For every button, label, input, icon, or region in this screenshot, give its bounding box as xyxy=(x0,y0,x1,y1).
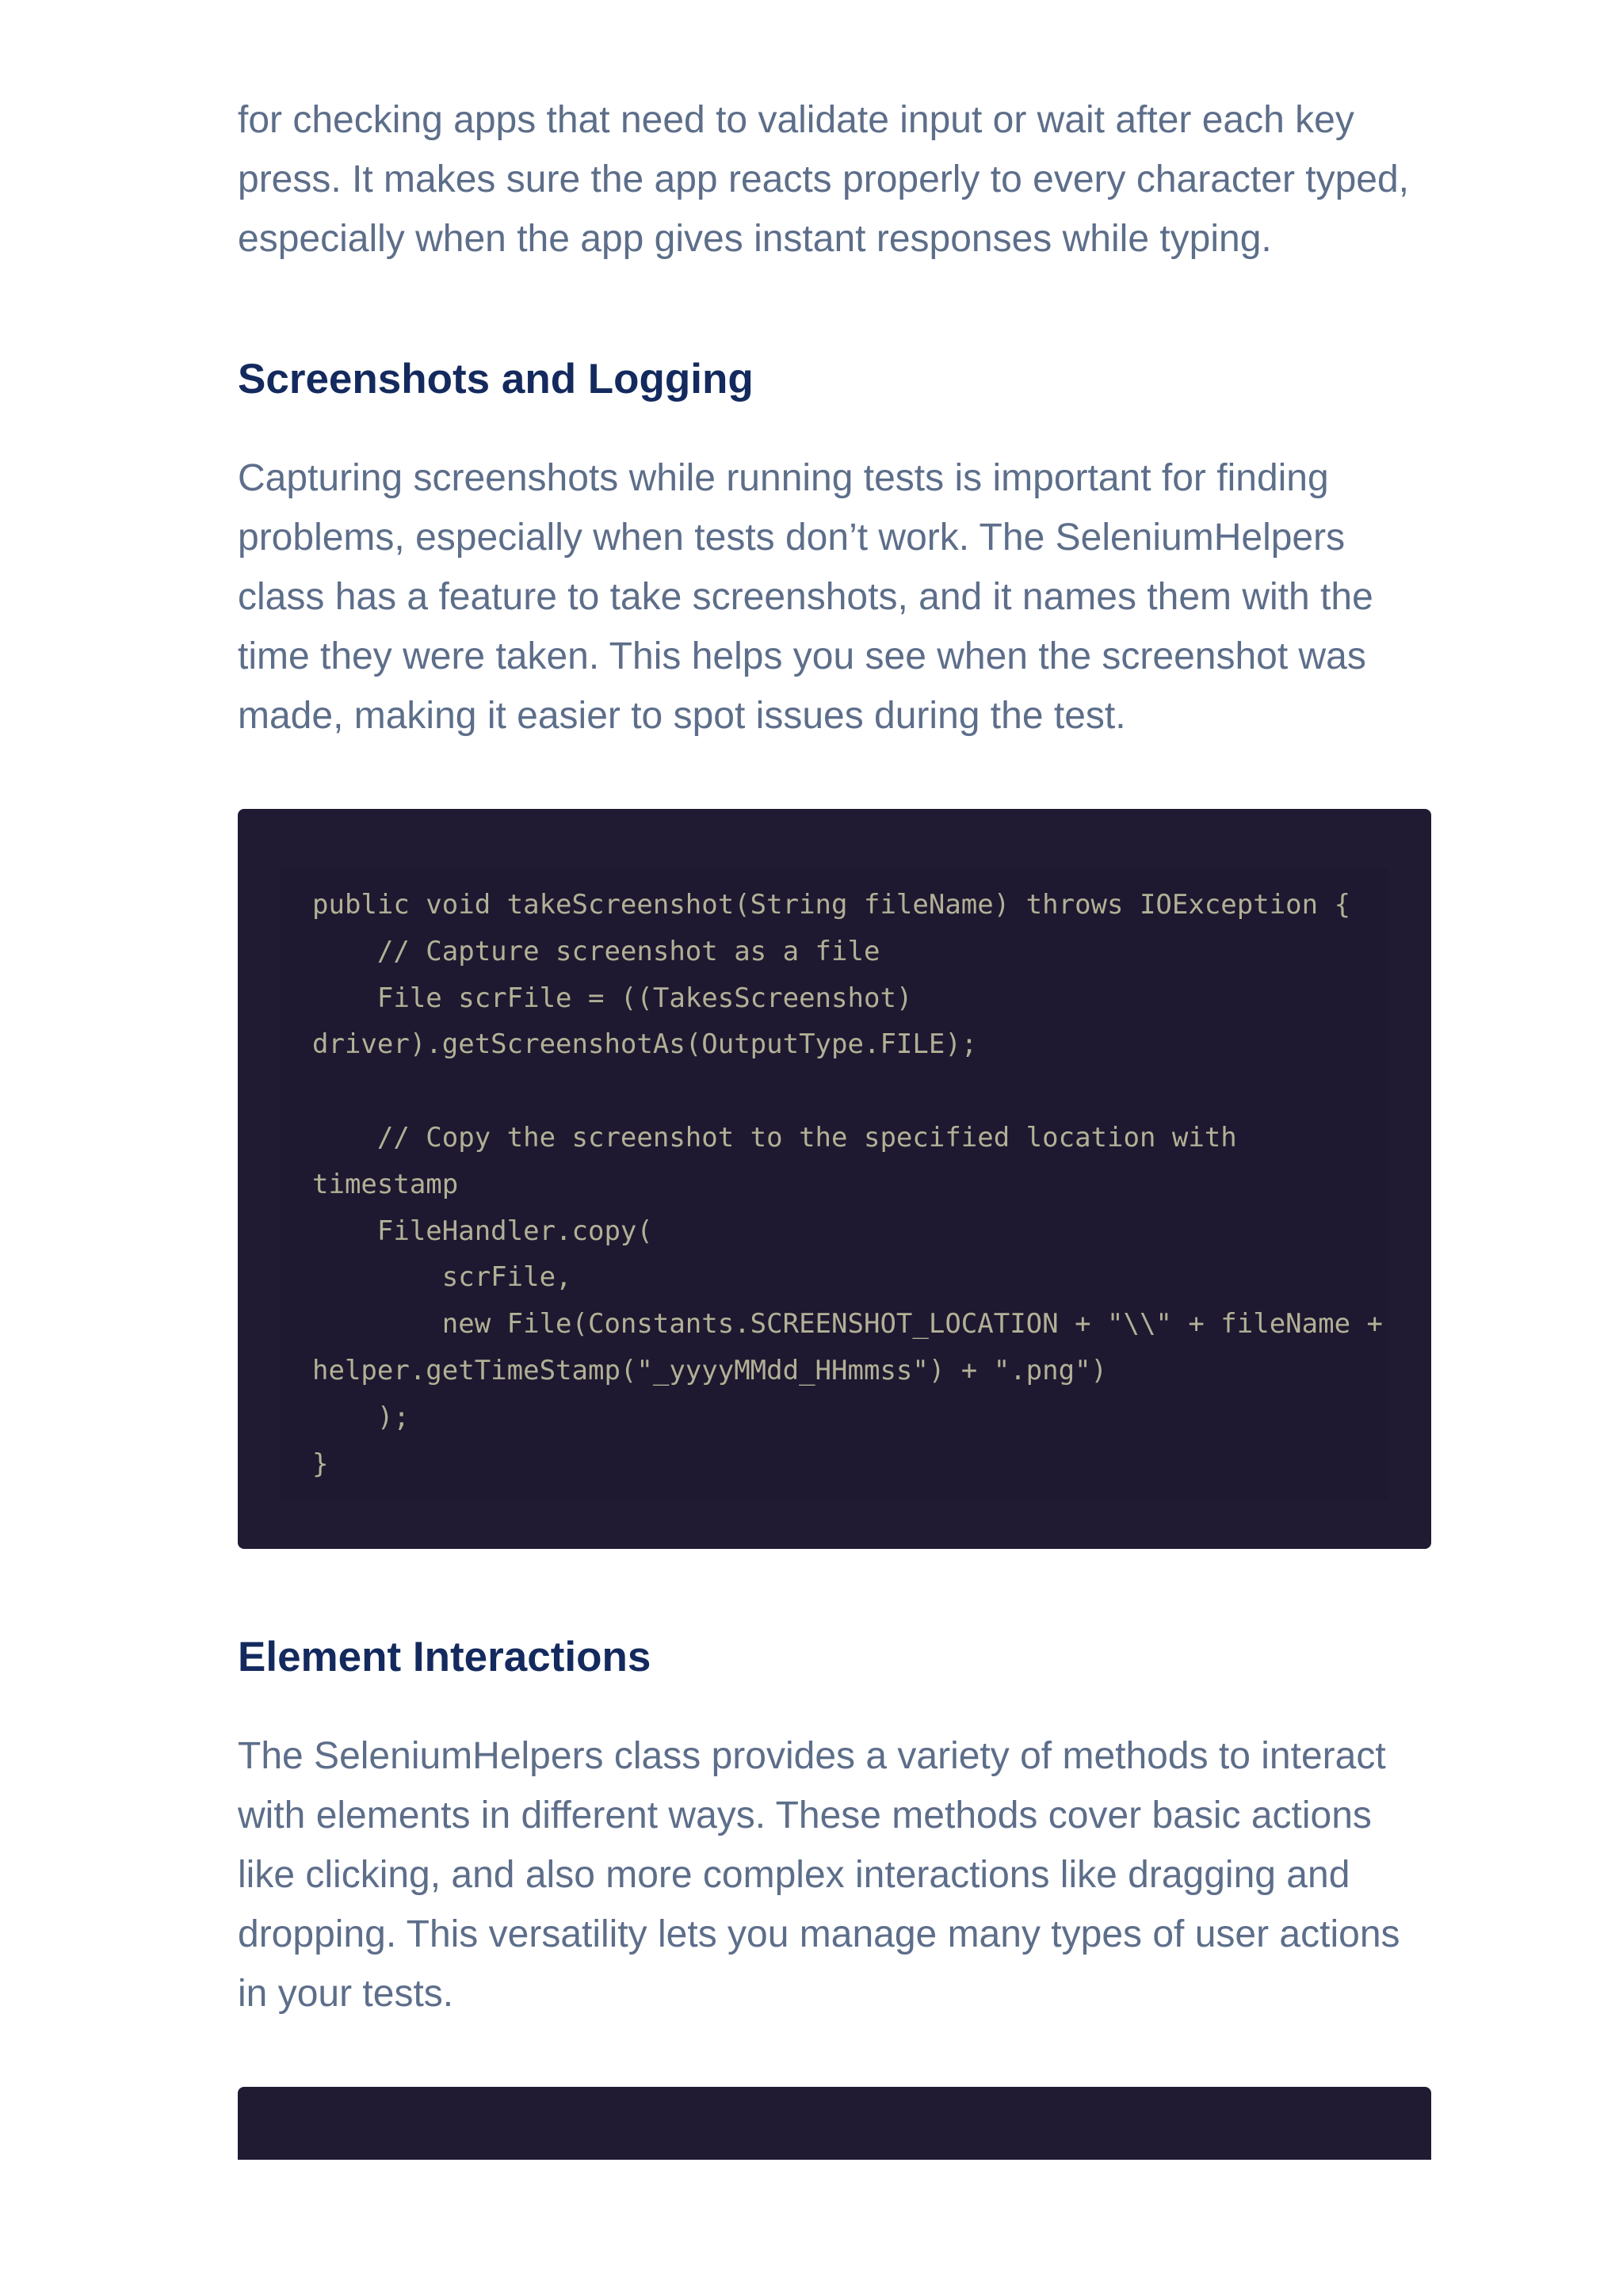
intro-paragraph: for checking apps that need to validate input or wait after each key press. It makes sure the app reacts properly to every character typed, especially when the app gives instant responses while typing. xyxy=(238,99,1410,260)
section-heading-screenshots-and-logging: Screenshots and Logging xyxy=(238,356,754,402)
section-heading-element-interactions: Element Interactions xyxy=(238,1634,651,1680)
code-inner-panel xyxy=(281,869,1388,1500)
screenshots-paragraph: Capturing screenshots while running tests is important for finding problems, especially when tests don’t work. The SeleniumHelpers class has a feature to take screenshots, and it names them with the time they were taken. This helps you see when the screenshot was made, making it easier to spot issues during the test. xyxy=(238,457,1373,737)
code-block-take-screenshot[interactable] xyxy=(238,809,1431,1549)
element-interactions-paragraph: The SeleniumHelpers class provides a variety of methods to interact with elements in different ways. These methods cover basic actions like clicking, and also more complex interactions like dragging and dropping. This versatility lets you manage many types of user actions in your tests. xyxy=(238,1735,1400,2015)
code-text-take-screenshot[interactable]: public void takeScreenshot(String fileName) throws IOException { // Capture screenshot as a file File scrFile = ((TakesScreenshot) driver).getScreenshotAs(OutputType.FILE); // Copy the screenshot to the specified location with timestamp FileHandler.copy( scrFile, new File(Constants.SCREENSHOT_LOCATION + "\\" + fileName + helper.getTimeStamp("_yyyyMMdd_HHmmss") + ".png") ); } xyxy=(312,889,1384,1480)
code-block-element-interactions[interactable] xyxy=(238,2087,1431,2160)
